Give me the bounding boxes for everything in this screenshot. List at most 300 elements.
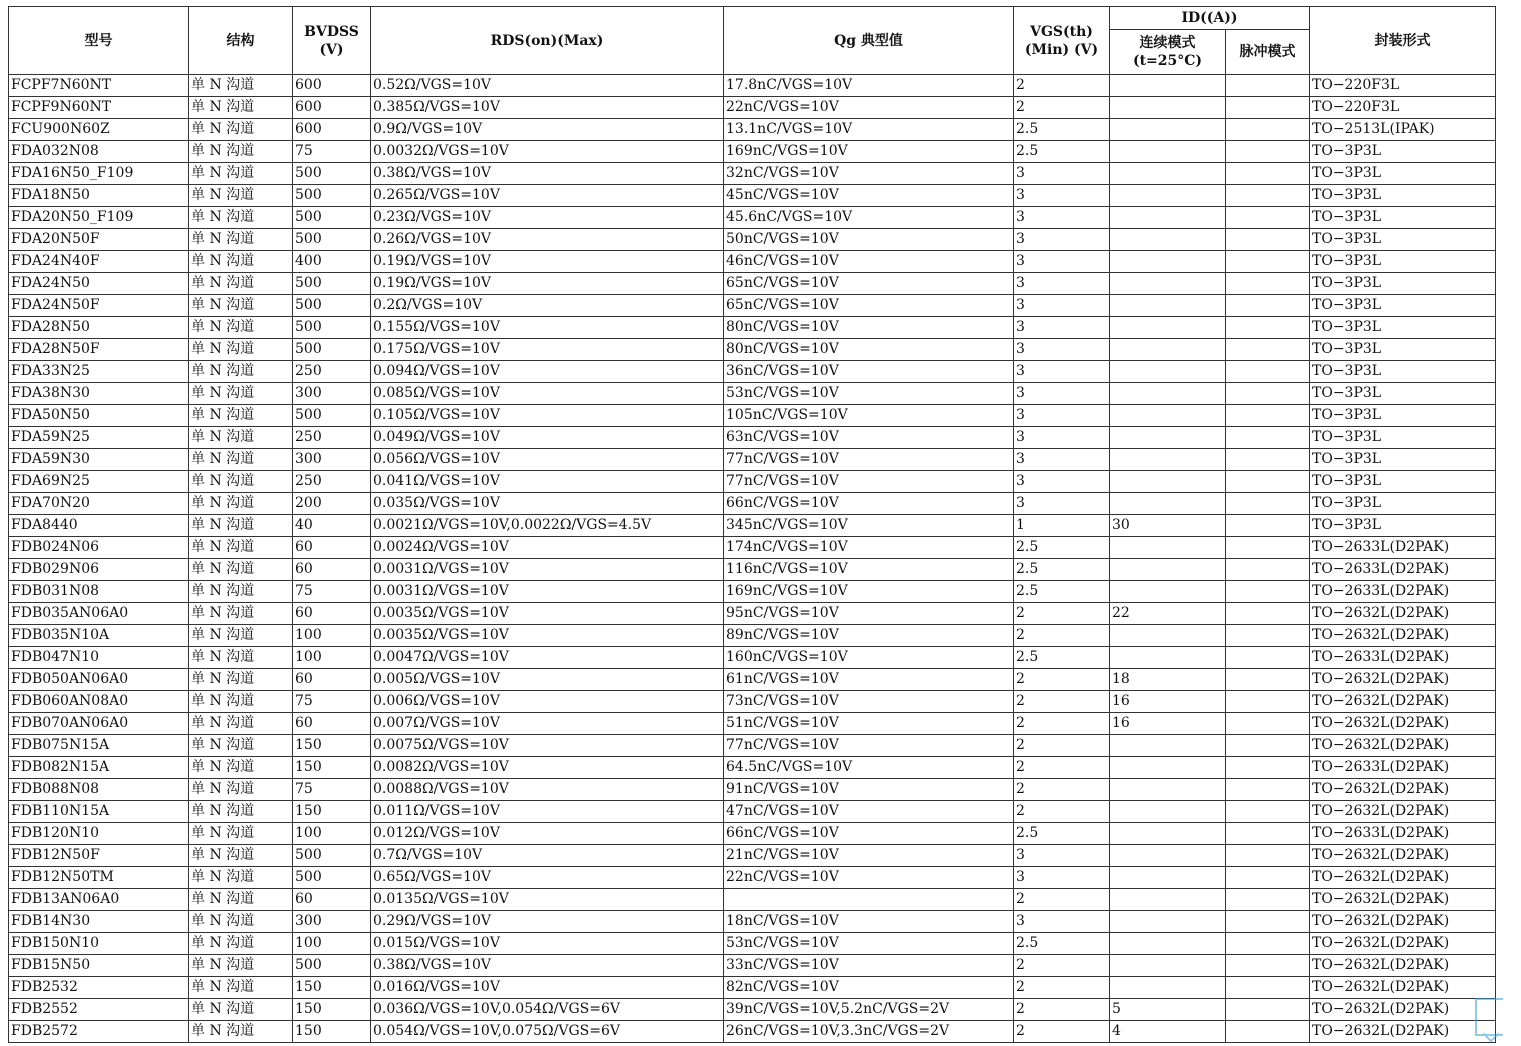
- cell-structure: 单 N 沟道: [189, 493, 293, 515]
- cell-structure: 单 N 沟道: [189, 163, 293, 185]
- table-row: [9, 251, 1496, 273]
- cell-bvdss: 60: [293, 537, 371, 559]
- cell-rds: 0.65Ω/VGS=10V: [371, 867, 724, 889]
- cell-rds: 0.19Ω/VGS=10V: [371, 251, 724, 273]
- cell-vgs: 3: [1014, 229, 1110, 251]
- cell-structure: 单 N 沟道: [189, 119, 293, 141]
- cell-vgs: 3: [1014, 361, 1110, 383]
- cell-rds: 0.175Ω/VGS=10V: [371, 339, 724, 361]
- header-id: ID((A)): [1110, 7, 1310, 30]
- cell-qg: 18nC/VGS=10V: [724, 911, 1014, 933]
- cell-package: TO−2632L(D2PAK): [1310, 669, 1496, 691]
- cell-vgs: 2: [1014, 977, 1110, 999]
- table-row: [9, 669, 1496, 691]
- cell-id-continuous: [1110, 889, 1226, 911]
- cell-vgs: 3: [1014, 185, 1110, 207]
- cell-id-pulse: [1226, 427, 1310, 449]
- cell-structure: 单 N 沟道: [189, 317, 293, 339]
- cell-model: FDA20N50F: [9, 229, 189, 251]
- cell-bvdss: 60: [293, 889, 371, 911]
- spec-sheet: [8, 6, 1496, 1043]
- header-id-continuous-label: 连续模式: [1139, 35, 1196, 51]
- cell-structure: 单 N 沟道: [189, 405, 293, 427]
- table-row: [9, 955, 1496, 977]
- table-row: [9, 163, 1496, 185]
- cell-structure: 单 N 沟道: [189, 251, 293, 273]
- cell-id-continuous: [1110, 383, 1226, 405]
- cell-model: FDB13AN06A0: [9, 889, 189, 911]
- cell-id-pulse: [1226, 977, 1310, 999]
- cell-package: TO−2633L(D2PAK): [1310, 559, 1496, 581]
- cell-qg: 345nC/VGS=10V: [724, 515, 1014, 537]
- cell-vgs: 2: [1014, 801, 1110, 823]
- table-row: [9, 801, 1496, 823]
- header-vgs: [1014, 7, 1110, 75]
- cell-qg: 45nC/VGS=10V: [724, 185, 1014, 207]
- cell-vgs: 2.5: [1014, 647, 1110, 669]
- cell-id-continuous: [1110, 559, 1226, 581]
- cell-vgs: 3: [1014, 383, 1110, 405]
- cell-qg: 64.5nC/VGS=10V: [724, 757, 1014, 779]
- cell-vgs: 2.5: [1014, 141, 1110, 163]
- cell-bvdss: 150: [293, 977, 371, 999]
- cell-vgs: 3: [1014, 867, 1110, 889]
- cell-package: TO−3P3L: [1310, 449, 1496, 471]
- table-row: [9, 471, 1496, 493]
- cell-rds: 0.041Ω/VGS=10V: [371, 471, 724, 493]
- cell-package: TO−2632L(D2PAK): [1310, 911, 1496, 933]
- cell-rds: 0.0031Ω/VGS=10V: [371, 581, 724, 603]
- cell-bvdss: 600: [293, 75, 371, 97]
- table-row: [9, 845, 1496, 867]
- cell-id-pulse: [1226, 867, 1310, 889]
- cell-qg: 66nC/VGS=10V: [724, 823, 1014, 845]
- table-row: [9, 537, 1496, 559]
- cell-id-continuous: 22: [1110, 603, 1226, 625]
- cell-vgs: 3: [1014, 317, 1110, 339]
- cell-id-pulse: [1226, 273, 1310, 295]
- table-row: [9, 977, 1496, 999]
- cell-model: FDA18N50: [9, 185, 189, 207]
- cell-id-continuous: [1110, 295, 1226, 317]
- cell-id-continuous: [1110, 801, 1226, 823]
- cell-structure: 单 N 沟道: [189, 801, 293, 823]
- cell-bvdss: 500: [293, 867, 371, 889]
- cell-id-pulse: [1226, 603, 1310, 625]
- cell-package: TO−2632L(D2PAK): [1310, 625, 1496, 647]
- cell-vgs: 3: [1014, 911, 1110, 933]
- mosfet-spec-table: [8, 6, 1496, 1043]
- cell-package: TO−2633L(D2PAK): [1310, 647, 1496, 669]
- cell-id-continuous: [1110, 361, 1226, 383]
- cell-vgs: 3: [1014, 405, 1110, 427]
- cell-id-pulse: [1226, 647, 1310, 669]
- cell-bvdss: 500: [293, 207, 371, 229]
- cell-bvdss: 60: [293, 559, 371, 581]
- cell-vgs: 3: [1014, 339, 1110, 361]
- cell-rds: 0.7Ω/VGS=10V: [371, 845, 724, 867]
- cell-id-continuous: [1110, 845, 1226, 867]
- cell-bvdss: 75: [293, 581, 371, 603]
- cell-model: FDB035N10A: [9, 625, 189, 647]
- cell-rds: 0.38Ω/VGS=10V: [371, 163, 724, 185]
- cell-model: FDB12N50TM: [9, 867, 189, 889]
- cell-id-pulse: [1226, 251, 1310, 273]
- cell-rds: 0.0031Ω/VGS=10V: [371, 559, 724, 581]
- cell-qg: 51nC/VGS=10V: [724, 713, 1014, 735]
- cell-rds: 0.0075Ω/VGS=10V: [371, 735, 724, 757]
- cell-qg: 77nC/VGS=10V: [724, 471, 1014, 493]
- cell-qg: 160nC/VGS=10V: [724, 647, 1014, 669]
- cell-id-continuous: [1110, 647, 1226, 669]
- cell-model: FDB024N06: [9, 537, 189, 559]
- cell-qg: 47nC/VGS=10V: [724, 801, 1014, 823]
- cell-rds: 0.0135Ω/VGS=10V: [371, 889, 724, 911]
- cell-id-pulse: [1226, 999, 1310, 1021]
- cell-id-continuous: [1110, 229, 1226, 251]
- cell-structure: 单 N 沟道: [189, 537, 293, 559]
- cell-structure: 单 N 沟道: [189, 977, 293, 999]
- cell-bvdss: 200: [293, 493, 371, 515]
- cell-model: FDB029N06: [9, 559, 189, 581]
- cell-id-pulse: [1226, 845, 1310, 867]
- cell-id-pulse: [1226, 295, 1310, 317]
- table-row: [9, 735, 1496, 757]
- cell-vgs: 2: [1014, 779, 1110, 801]
- cell-id-continuous: [1110, 207, 1226, 229]
- cell-model: FDB070AN06A0: [9, 713, 189, 735]
- cell-bvdss: 40: [293, 515, 371, 537]
- table-row: [9, 119, 1496, 141]
- cell-package: TO−2632L(D2PAK): [1310, 889, 1496, 911]
- cell-structure: 单 N 沟道: [189, 625, 293, 647]
- cell-id-pulse: [1226, 1021, 1310, 1043]
- cell-id-continuous: 18: [1110, 669, 1226, 691]
- header-bvdss: [293, 7, 371, 75]
- cell-model: FDB14N30: [9, 911, 189, 933]
- cell-package: TO−2632L(D2PAK): [1310, 999, 1496, 1021]
- cell-rds: 0.012Ω/VGS=10V: [371, 823, 724, 845]
- cell-bvdss: 100: [293, 647, 371, 669]
- cell-vgs: 2: [1014, 735, 1110, 757]
- cell-bvdss: 300: [293, 911, 371, 933]
- table-row: [9, 867, 1496, 889]
- cell-package: TO−2632L(D2PAK): [1310, 977, 1496, 999]
- cell-structure: 单 N 沟道: [189, 889, 293, 911]
- cell-model: FDB2552: [9, 999, 189, 1021]
- header-model: 型号: [9, 7, 189, 75]
- header-rds: RDS(on)(Max): [371, 7, 724, 75]
- cell-package: TO−3P3L: [1310, 185, 1496, 207]
- cell-package: TO−2632L(D2PAK): [1310, 955, 1496, 977]
- cell-rds: 0.056Ω/VGS=10V: [371, 449, 724, 471]
- cell-structure: 单 N 沟道: [189, 1021, 293, 1043]
- cell-id-pulse: [1226, 757, 1310, 779]
- cell-model: FDB047N10: [9, 647, 189, 669]
- cell-package: TO−3P3L: [1310, 207, 1496, 229]
- cell-package: TO−220F3L: [1310, 97, 1496, 119]
- cell-rds: 0.0021Ω/VGS=10V,0.0022Ω/VGS=4.5V: [371, 515, 724, 537]
- cell-id-continuous: [1110, 493, 1226, 515]
- cell-package: TO−3P3L: [1310, 339, 1496, 361]
- cell-qg: 89nC/VGS=10V: [724, 625, 1014, 647]
- cell-id-pulse: [1226, 141, 1310, 163]
- cell-id-continuous: [1110, 537, 1226, 559]
- cell-id-continuous: [1110, 141, 1226, 163]
- cell-qg: 61nC/VGS=10V: [724, 669, 1014, 691]
- cell-bvdss: 75: [293, 141, 371, 163]
- cell-qg: 95nC/VGS=10V: [724, 603, 1014, 625]
- cell-package: TO−3P3L: [1310, 515, 1496, 537]
- cell-vgs: 2: [1014, 603, 1110, 625]
- cell-qg: 116nC/VGS=10V: [724, 559, 1014, 581]
- cell-vgs: 2: [1014, 889, 1110, 911]
- cell-model: FDB075N15A: [9, 735, 189, 757]
- cell-rds: 0.0035Ω/VGS=10V: [371, 603, 724, 625]
- header-id-continuous-condition: (t=25°C): [1132, 53, 1203, 69]
- cell-bvdss: 500: [293, 163, 371, 185]
- cell-model: FDA24N50: [9, 273, 189, 295]
- cell-vgs: 3: [1014, 207, 1110, 229]
- cell-structure: 单 N 沟道: [189, 339, 293, 361]
- table-row: [9, 141, 1496, 163]
- cell-bvdss: 250: [293, 471, 371, 493]
- cell-bvdss: 60: [293, 713, 371, 735]
- cell-id-continuous: [1110, 779, 1226, 801]
- cell-id-pulse: [1226, 713, 1310, 735]
- cell-id-pulse: [1226, 823, 1310, 845]
- cell-bvdss: 600: [293, 119, 371, 141]
- cell-model: FDB082N15A: [9, 757, 189, 779]
- cell-id-pulse: [1226, 669, 1310, 691]
- cell-id-continuous: [1110, 823, 1226, 845]
- cell-package: TO−3P3L: [1310, 251, 1496, 273]
- cell-model: FDB2572: [9, 1021, 189, 1043]
- cell-package: TO−2632L(D2PAK): [1310, 713, 1496, 735]
- cell-vgs: 3: [1014, 163, 1110, 185]
- cell-package: TO−3P3L: [1310, 229, 1496, 251]
- cell-qg: 174nC/VGS=10V: [724, 537, 1014, 559]
- cell-rds: 0.0082Ω/VGS=10V: [371, 757, 724, 779]
- cell-structure: 单 N 沟道: [189, 141, 293, 163]
- cell-id-pulse: [1226, 493, 1310, 515]
- header-bvdss-unit: (V): [319, 41, 344, 58]
- cell-qg: 80nC/VGS=10V: [724, 339, 1014, 361]
- cell-structure: 单 N 沟道: [189, 999, 293, 1021]
- cell-model: FCPF7N60NT: [9, 75, 189, 97]
- cell-package: TO−2632L(D2PAK): [1310, 603, 1496, 625]
- cell-qg: 50nC/VGS=10V: [724, 229, 1014, 251]
- cell-qg: 13.1nC/VGS=10V: [724, 119, 1014, 141]
- cell-structure: 单 N 沟道: [189, 361, 293, 383]
- cell-structure: 单 N 沟道: [189, 779, 293, 801]
- cell-package: TO−2513L(IPAK): [1310, 119, 1496, 141]
- table-row: [9, 713, 1496, 735]
- cell-bvdss: 500: [293, 405, 371, 427]
- cell-vgs: 2.5: [1014, 823, 1110, 845]
- cell-id-continuous: [1110, 911, 1226, 933]
- cell-id-continuous: [1110, 185, 1226, 207]
- cell-id-pulse: [1226, 317, 1310, 339]
- cell-package: TO−3P3L: [1310, 471, 1496, 493]
- cell-bvdss: 500: [293, 273, 371, 295]
- cell-id-pulse: [1226, 207, 1310, 229]
- table-row: [9, 911, 1496, 933]
- cell-rds: 0.094Ω/VGS=10V: [371, 361, 724, 383]
- cell-bvdss: 150: [293, 1021, 371, 1043]
- cell-rds: 0.035Ω/VGS=10V: [371, 493, 724, 515]
- cell-model: FDA70N20: [9, 493, 189, 515]
- cell-rds: 0.9Ω/VGS=10V: [371, 119, 724, 141]
- cell-rds: 0.011Ω/VGS=10V: [371, 801, 724, 823]
- cell-qg: 39nC/VGS=10V,5.2nC/VGS=2V: [724, 999, 1014, 1021]
- cell-qg: 32nC/VGS=10V: [724, 163, 1014, 185]
- cell-bvdss: 60: [293, 669, 371, 691]
- cell-qg: 53nC/VGS=10V: [724, 383, 1014, 405]
- header-id-pulse: 脉冲模式: [1226, 30, 1310, 75]
- table-row: [9, 449, 1496, 471]
- cell-qg: 22nC/VGS=10V: [724, 97, 1014, 119]
- cell-id-continuous: [1110, 449, 1226, 471]
- cell-id-continuous: [1110, 75, 1226, 97]
- cell-structure: 单 N 沟道: [189, 559, 293, 581]
- table-row: [9, 691, 1496, 713]
- table-row: [9, 339, 1496, 361]
- cell-package: TO−3P3L: [1310, 405, 1496, 427]
- cell-bvdss: 60: [293, 603, 371, 625]
- cell-qg: 17.8nC/VGS=10V: [724, 75, 1014, 97]
- table-row: [9, 317, 1496, 339]
- cell-structure: 单 N 沟道: [189, 735, 293, 757]
- cell-qg: 73nC/VGS=10V: [724, 691, 1014, 713]
- cell-rds: 0.0032Ω/VGS=10V: [371, 141, 724, 163]
- cell-vgs: 3: [1014, 295, 1110, 317]
- cell-bvdss: 100: [293, 823, 371, 845]
- table-row: [9, 757, 1496, 779]
- cell-model: FCPF9N60NT: [9, 97, 189, 119]
- cell-id-pulse: [1226, 801, 1310, 823]
- cell-id-pulse: [1226, 625, 1310, 647]
- cell-id-pulse: [1226, 339, 1310, 361]
- cell-id-pulse: [1226, 229, 1310, 251]
- cell-vgs: 3: [1014, 251, 1110, 273]
- cell-rds: 0.155Ω/VGS=10V: [371, 317, 724, 339]
- cell-model: FCU900N60Z: [9, 119, 189, 141]
- cell-id-continuous: [1110, 867, 1226, 889]
- header-structure: 结构: [189, 7, 293, 75]
- cell-qg: 169nC/VGS=10V: [724, 141, 1014, 163]
- table-row: [9, 999, 1496, 1021]
- cell-bvdss: 75: [293, 691, 371, 713]
- cell-id-continuous: [1110, 427, 1226, 449]
- cell-package: TO−2632L(D2PAK): [1310, 933, 1496, 955]
- cell-bvdss: 500: [293, 317, 371, 339]
- cell-rds: 0.0088Ω/VGS=10V: [371, 779, 724, 801]
- cell-vgs: 2: [1014, 999, 1110, 1021]
- cell-package: TO−2632L(D2PAK): [1310, 845, 1496, 867]
- table-row: [9, 361, 1496, 383]
- cell-rds: 0.049Ω/VGS=10V: [371, 427, 724, 449]
- cell-package: TO−2632L(D2PAK): [1310, 867, 1496, 889]
- cell-rds: 0.29Ω/VGS=10V: [371, 911, 724, 933]
- cell-rds: 0.23Ω/VGS=10V: [371, 207, 724, 229]
- cell-qg: 22nC/VGS=10V: [724, 867, 1014, 889]
- cell-id-continuous: [1110, 251, 1226, 273]
- cell-qg: 65nC/VGS=10V: [724, 295, 1014, 317]
- cell-vgs: 1: [1014, 515, 1110, 537]
- cell-id-continuous: [1110, 471, 1226, 493]
- cell-id-pulse: [1226, 581, 1310, 603]
- table-row: [9, 779, 1496, 801]
- cell-structure: 单 N 沟道: [189, 273, 293, 295]
- header-vgs-label: VGS(th): [1030, 23, 1093, 40]
- cell-structure: 单 N 沟道: [189, 427, 293, 449]
- cell-model: FDB031N08: [9, 581, 189, 603]
- cell-bvdss: 100: [293, 933, 371, 955]
- table-row: [9, 185, 1496, 207]
- header-package: 封装形式: [1310, 7, 1496, 75]
- cell-model: FDA59N25: [9, 427, 189, 449]
- cell-vgs: 2: [1014, 669, 1110, 691]
- cell-qg: 91nC/VGS=10V: [724, 779, 1014, 801]
- cell-qg: 77nC/VGS=10V: [724, 735, 1014, 757]
- cell-rds: 0.105Ω/VGS=10V: [371, 405, 724, 427]
- cell-id-continuous: 16: [1110, 713, 1226, 735]
- table-row: [9, 559, 1496, 581]
- table-row: [9, 229, 1496, 251]
- cell-rds: 0.085Ω/VGS=10V: [371, 383, 724, 405]
- cell-id-pulse: [1226, 955, 1310, 977]
- cell-rds: 0.016Ω/VGS=10V: [371, 977, 724, 999]
- cell-qg: 21nC/VGS=10V: [724, 845, 1014, 867]
- cell-model: FDA38N30: [9, 383, 189, 405]
- cell-id-continuous: [1110, 933, 1226, 955]
- cell-id-pulse: [1226, 449, 1310, 471]
- cell-bvdss: 150: [293, 757, 371, 779]
- cell-package: TO−2632L(D2PAK): [1310, 691, 1496, 713]
- cell-id-pulse: [1226, 559, 1310, 581]
- cell-vgs: 3: [1014, 471, 1110, 493]
- cell-id-continuous: 4: [1110, 1021, 1226, 1043]
- cell-vgs: 3: [1014, 427, 1110, 449]
- cell-id-continuous: [1110, 735, 1226, 757]
- cell-qg: 80nC/VGS=10V: [724, 317, 1014, 339]
- cell-id-continuous: [1110, 757, 1226, 779]
- cell-bvdss: 600: [293, 97, 371, 119]
- cell-qg: 46nC/VGS=10V: [724, 251, 1014, 273]
- cell-bvdss: 300: [293, 449, 371, 471]
- cell-vgs: 2: [1014, 713, 1110, 735]
- cell-package: TO−2632L(D2PAK): [1310, 801, 1496, 823]
- cell-id-pulse: [1226, 361, 1310, 383]
- cell-model: FDA33N25: [9, 361, 189, 383]
- cell-package: TO−3P3L: [1310, 361, 1496, 383]
- cell-model: FDB150N10: [9, 933, 189, 955]
- table-row: [9, 603, 1496, 625]
- cell-structure: 单 N 沟道: [189, 845, 293, 867]
- table-row: [9, 823, 1496, 845]
- cell-bvdss: 500: [293, 845, 371, 867]
- cell-structure: 单 N 沟道: [189, 229, 293, 251]
- table-row: [9, 647, 1496, 669]
- cell-vgs: 3: [1014, 273, 1110, 295]
- cell-model: FDA24N50F: [9, 295, 189, 317]
- cell-qg: 63nC/VGS=10V: [724, 427, 1014, 449]
- cell-model: FDB035AN06A0: [9, 603, 189, 625]
- cell-bvdss: 300: [293, 383, 371, 405]
- cell-rds: 0.52Ω/VGS=10V: [371, 75, 724, 97]
- cell-rds: 0.38Ω/VGS=10V: [371, 955, 724, 977]
